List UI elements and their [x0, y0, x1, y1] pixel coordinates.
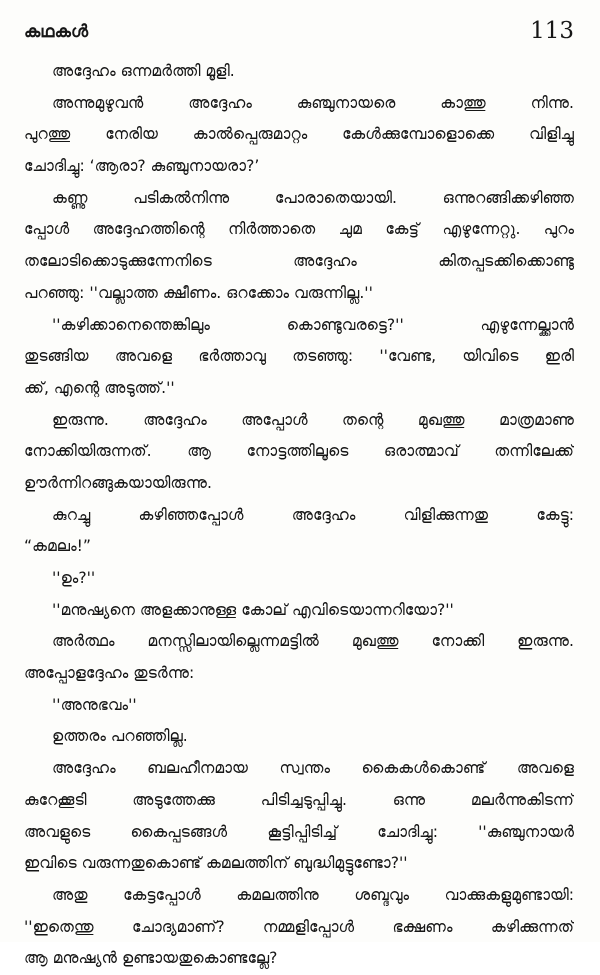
- text-line: തുടങ്ങിയ അവളെ ഭർത്താവു തടഞ്ഞു: ''വേണ്ട, യിവിടെ ഇരി: [24, 347, 574, 366]
- text-line: പറഞ്ഞു: ''വല്ലാത്ത ക്ഷീണം. ഒറക്കോം വരുന്നില്ല.'': [24, 283, 373, 302]
- text-line: ഇരുന്നു. അദ്ദേഹം അപ്പോൾ തന്റെ മുഖത്തു മാത്രമാണു: [52, 410, 574, 429]
- text-line: അന്നുമുഴുവൻ അദ്ദേഹം കുഞ്ചുനായരെ കാത്തു നിന്നു.: [52, 93, 574, 112]
- text-line: ഇവിടെ വരുന്നതുകൊണ്ട് കമലത്തിന് ബുദ്ധിമുട്ടുണ്ടോ?'': [24, 854, 408, 873]
- running-title: കഥകൾ: [24, 22, 89, 42]
- page-header: [24, 14, 574, 48]
- text-line: അവളുടെ കൈപ്പടങ്ങൾ കൂട്ടിപ്പിടിച്ച് ചോദിച്ചു: ''കുഞ്ചുനായർ: [24, 822, 574, 841]
- text-line: ചോദിച്ചു: ‘ആരാ? കുഞ്ചുനായരാ?’: [24, 157, 260, 176]
- text-line: ''കഴിക്കാനെന്തെങ്കിലും കൊണ്ടുവരട്ടെ?'' എഴുന്നേല്ക്കാൻ: [52, 315, 574, 334]
- text-line: പ്പോൾ അദ്ദേഹത്തിന്റെ നിർത്താതെ ചുമ കേട്ട് എഴുന്നേറ്റു. പുറം: [24, 220, 574, 239]
- text-line: ഉത്തരം പറഞ്ഞില്ല.: [52, 727, 188, 746]
- text-line: ''ഉം?'': [52, 569, 96, 587]
- text-line: കുറേക്കൂടി അടുത്തേക്കു പിടിച്ചടുപ്പിച്ചു. ഒന്നു മലർന്നുകിടന്ന്: [24, 790, 574, 809]
- text-line: അതു കേട്ടപ്പോൾ കമലത്തിനു ശബ്ദവും വാക്കുകളുമുണ്ടായി:: [52, 885, 574, 904]
- text-line: കണ്ണു പടികൽനിന്നു പോരാതെയായി. ഒന്നുറങ്ങിക്കഴിഞ്ഞ: [52, 188, 574, 207]
- text-line: അദ്ദേഹം ബലഹീനമായ സ്വന്തം കൈകൾകൊണ്ട് അവളെ: [52, 759, 574, 778]
- text-line: അർത്ഥം മനസ്സിലായില്ലെന്നമട്ടിൽ മുഖത്തു നോക്കി ഇരുന്നു.: [52, 632, 574, 651]
- text-line: അദ്ദേഹം ഒന്നമർത്തി മൂളി.: [52, 62, 235, 80]
- text-line: ''മനുഷ്യനെ അളക്കാനുള്ള കോല് എവിടെയാന്നറിയോ?'': [52, 600, 454, 619]
- text-line: പുറത്തു നേരിയ കാൽപ്പെരുമാറ്റം കേൾക്കുമ്പോളൊക്കെ വിളിച്ചു: [24, 125, 574, 144]
- text-line: “കമലം!”: [24, 537, 91, 556]
- text-line: ''ഇതെന്തു ചോദ്യമാണ്? നമ്മളിപ്പോൾ ഭക്ഷണം കഴിക്കുന്നത്: [24, 917, 574, 936]
- text-line: ക്ക്, എന്റെ അടുത്ത്.'': [24, 378, 175, 397]
- text-line: ഊർന്നിറങ്ങുകയായിരുന്നു.: [24, 473, 212, 492]
- text-line: കുറച്ചു കഴിഞ്ഞപ്പോൾ അദ്ദേഹം വിളിക്കുന്നതു കേട്ടു:: [52, 505, 574, 524]
- body-text: [24, 56, 574, 975]
- text-line: അപ്പോളദ്ദേഹം തുടർന്നു:: [24, 664, 195, 683]
- text-line: നോക്കിയിരുന്നത്. ആ നോട്ടത്തിലൂടെ ഒരാത്മാവ് തന്നിലേക്ക്: [24, 442, 574, 461]
- text-line: ''അനുഭവം'': [52, 695, 137, 714]
- text-line: തലോടിക്കൊടുക്കുന്നേനിടെ അദ്ദേഹം കിതപ്പടക്കിക്കൊണ്ടു: [24, 252, 574, 271]
- text-line: ആ മനുഷ്യൻ ഉണ്ടായതുകൊണ്ടല്ലേ?: [24, 949, 278, 968]
- page-number: 113: [530, 18, 574, 44]
